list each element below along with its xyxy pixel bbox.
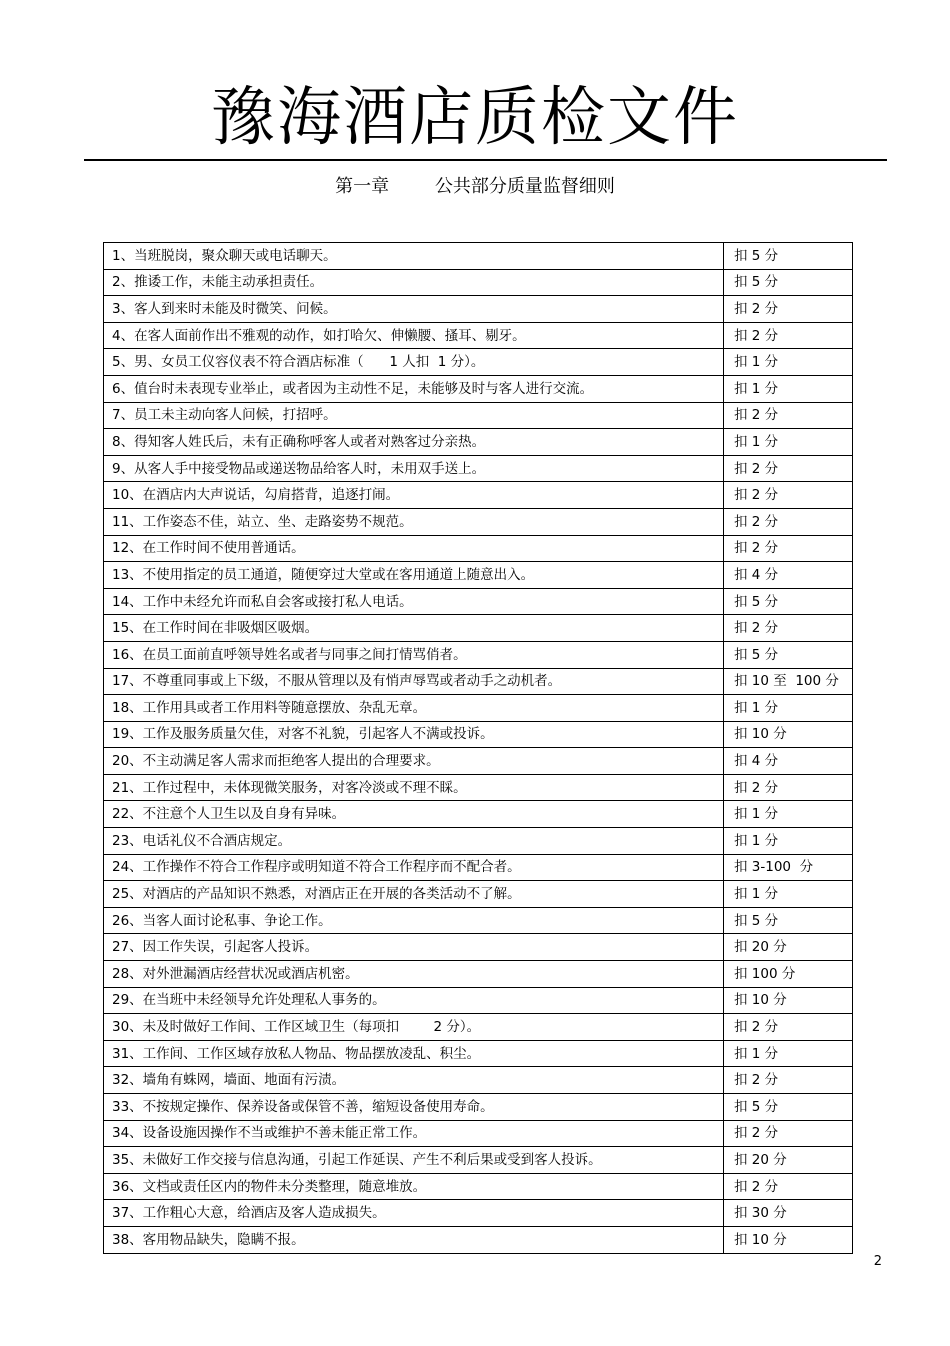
- rule-penalty: 扣 20 分: [724, 1147, 853, 1174]
- rules-table: [103, 242, 853, 1254]
- rule-description: 22、不注意个人卫生以及自身有异味。: [104, 801, 724, 828]
- table-row: [104, 1147, 853, 1174]
- table-row: [104, 641, 853, 668]
- rule-description: 3、客人到来时未能及时微笑、问候。: [104, 296, 724, 323]
- rule-description: 6、值台时未表现专业举止，或者因为主动性不足，未能够及时与客人进行交流。: [104, 375, 724, 402]
- table-row: [104, 987, 853, 1014]
- table-row: [104, 801, 853, 828]
- rule-penalty: 扣 1 分: [724, 429, 853, 456]
- rule-description: 1、当班脱岗，聚众聊天或电话聊天。: [104, 243, 724, 270]
- rule-description: 18、工作用具或者工作用料等随意摆放、杂乱无章。: [104, 695, 724, 722]
- table-row: [104, 562, 853, 589]
- rule-penalty: 扣 4 分: [724, 562, 853, 589]
- rule-description: 4、在客人面前作出不雅观的动作，如打哈欠、伸懒腰、搔耳、剔牙。: [104, 322, 724, 349]
- table-row: [104, 429, 853, 456]
- table-row: [104, 1226, 853, 1253]
- table-row: [104, 375, 853, 402]
- rule-penalty: 扣 1 分: [724, 349, 853, 376]
- table-row: [104, 907, 853, 934]
- rule-penalty: 扣 2 分: [724, 508, 853, 535]
- rules-table-body: [104, 243, 853, 1254]
- table-row: [104, 1067, 853, 1094]
- rule-description: 15、在工作时间在非吸烟区吸烟。: [104, 615, 724, 642]
- rule-penalty: 扣 5 分: [724, 588, 853, 615]
- page-number: 2: [873, 1254, 882, 1269]
- rule-penalty: 扣 5 分: [724, 907, 853, 934]
- rule-description: 13、不使用指定的员工通道，随便穿过大堂或在客用通道上随意出入。: [104, 562, 724, 589]
- table-row: [104, 668, 853, 695]
- table-row: [104, 455, 853, 482]
- rule-penalty: 扣 2 分: [724, 482, 853, 509]
- rule-description: 29、在当班中未经领导允许处理私人事务的。: [104, 987, 724, 1014]
- table-row: [104, 748, 853, 775]
- rule-description: 25、对酒店的产品知识不熟悉，对酒店正在开展的各类活动不了解。: [104, 881, 724, 908]
- rule-penalty: 扣 3-100 分: [724, 854, 853, 881]
- rule-penalty: 扣 5 分: [724, 269, 853, 296]
- table-row: [104, 721, 853, 748]
- table-row: [104, 1200, 853, 1227]
- rule-description: 31、工作间、工作区域存放私人物品、物品摆放凌乱、积尘。: [104, 1040, 724, 1067]
- rule-penalty: 扣 2 分: [724, 774, 853, 801]
- rule-description: 17、不尊重同事或上下级，不服从管理以及有悄声辱骂或者动手之动机者。: [104, 668, 724, 695]
- rule-penalty: 扣 5 分: [724, 1094, 853, 1121]
- rule-description: 12、在工作时间不使用普通话。: [104, 535, 724, 562]
- table-row: [104, 296, 853, 323]
- rule-penalty: 扣 2 分: [724, 1173, 853, 1200]
- table-row: [104, 1040, 853, 1067]
- rule-description: 16、在员工面前直呼领导姓名或者与同事之间打情骂俏者。: [104, 641, 724, 668]
- rule-description: 19、工作及服务质量欠佳，对客不礼貌，引起客人不满或投诉。: [104, 721, 724, 748]
- table-row: [104, 854, 853, 881]
- rule-penalty: 扣 1 分: [724, 1040, 853, 1067]
- rule-penalty: 扣 2 分: [724, 296, 853, 323]
- rule-penalty: 扣 1 分: [724, 375, 853, 402]
- table-row: [104, 1120, 853, 1147]
- table-row: [104, 243, 853, 270]
- table-row: [104, 1173, 853, 1200]
- document-title: 豫海酒店质检文件: [211, 81, 739, 155]
- table-row: [104, 774, 853, 801]
- rule-description: 24、工作操作不符合工作程序或明知道不符合工作程序而不配合者。: [104, 854, 724, 881]
- rule-penalty: 扣 1 分: [724, 695, 853, 722]
- rule-penalty: 扣 100 分: [724, 961, 853, 988]
- table-row: [104, 934, 853, 961]
- table-row: [104, 961, 853, 988]
- table-row: [104, 535, 853, 562]
- rule-description: 35、未做好工作交接与信息沟通，引起工作延误、产生不利后果或受到客人投诉。: [104, 1147, 724, 1174]
- table-row: [104, 508, 853, 535]
- table-row: [104, 1014, 853, 1041]
- rule-description: 38、客用物品缺失，隐瞒不报。: [104, 1226, 724, 1253]
- chapter-heading: 第一章 公共部分质量监督细则: [335, 176, 615, 197]
- rule-description: 34、设备设施因操作不当或维护不善未能正常工作。: [104, 1120, 724, 1147]
- rule-description: 7、员工未主动向客人问候，打招呼。: [104, 402, 724, 429]
- rule-description: 28、对外泄漏酒店经营状况或酒店机密。: [104, 961, 724, 988]
- table-row: [104, 615, 853, 642]
- table-row: [104, 482, 853, 509]
- table-row: [104, 269, 853, 296]
- rule-penalty: 扣 1 分: [724, 801, 853, 828]
- rule-penalty: 扣 2 分: [724, 615, 853, 642]
- rule-penalty: 扣 10 分: [724, 987, 853, 1014]
- rule-description: 23、电话礼仪不合酒店规定。: [104, 828, 724, 855]
- rule-penalty: 扣 1 分: [724, 881, 853, 908]
- rule-penalty: 扣 5 分: [724, 641, 853, 668]
- rule-description: 37、工作粗心大意，给酒店及客人造成损失。: [104, 1200, 724, 1227]
- table-row: [104, 402, 853, 429]
- rule-description: 10、在酒店内大声说话，勾肩搭背，追逐打闹。: [104, 482, 724, 509]
- table-row: [104, 349, 853, 376]
- rule-penalty: 扣 1 分: [724, 828, 853, 855]
- rule-description: 20、不主动满足客人需求而拒绝客人提出的合理要求。: [104, 748, 724, 775]
- rule-penalty: 扣 10 分: [724, 721, 853, 748]
- rule-description: 32、墙角有蛛网，墙面、地面有污渍。: [104, 1067, 724, 1094]
- rule-description: 27、因工作失误，引起客人投诉。: [104, 934, 724, 961]
- rule-penalty: 扣 2 分: [724, 535, 853, 562]
- rule-description: 26、当客人面讨论私事、争论工作。: [104, 907, 724, 934]
- rule-description: 2、推诿工作，未能主动承担责任。: [104, 269, 724, 296]
- rule-penalty: 扣 2 分: [724, 322, 853, 349]
- table-row: [104, 588, 853, 615]
- rule-penalty: 扣 2 分: [724, 1067, 853, 1094]
- table-row: [104, 828, 853, 855]
- rule-description: 8、得知客人姓氏后，未有正确称呼客人或者对熟客过分亲热。: [104, 429, 724, 456]
- title-divider: [84, 159, 887, 161]
- rule-description: 30、未及时做好工作间、工作区域卫生（每项扣 2 分）。: [104, 1014, 724, 1041]
- rule-penalty: 扣 30 分: [724, 1200, 853, 1227]
- rule-penalty: 扣 2 分: [724, 402, 853, 429]
- rule-description: 11、工作姿态不佳，站立、坐、走路姿势不规范。: [104, 508, 724, 535]
- rule-penalty: 扣 2 分: [724, 455, 853, 482]
- table-row: [104, 695, 853, 722]
- table-row: [104, 322, 853, 349]
- rule-penalty: 扣 10 至 100 分: [724, 668, 853, 695]
- rule-description: 14、工作中未经允许而私自会客或接打私人电话。: [104, 588, 724, 615]
- rule-penalty: 扣 10 分: [724, 1226, 853, 1253]
- rule-description: 36、文档或责任区内的物件未分类整理，随意堆放。: [104, 1173, 724, 1200]
- rule-description: 33、不按规定操作、保养设备或保管不善，缩短设备使用寿命。: [104, 1094, 724, 1121]
- rule-penalty: 扣 5 分: [724, 243, 853, 270]
- rule-penalty: 扣 2 分: [724, 1014, 853, 1041]
- rule-description: 5、男、女员工仪容仪表不符合酒店标准（ 1 人扣 1 分）。: [104, 349, 724, 376]
- table-row: [104, 881, 853, 908]
- rule-description: 21、工作过程中，未体现微笑服务，对客冷淡或不理不睬。: [104, 774, 724, 801]
- rule-penalty: 扣 20 分: [724, 934, 853, 961]
- rule-penalty: 扣 2 分: [724, 1120, 853, 1147]
- rule-description: 9、从客人手中接受物品或递送物品给客人时，未用双手送上。: [104, 455, 724, 482]
- table-row: [104, 1094, 853, 1121]
- rule-penalty: 扣 4 分: [724, 748, 853, 775]
